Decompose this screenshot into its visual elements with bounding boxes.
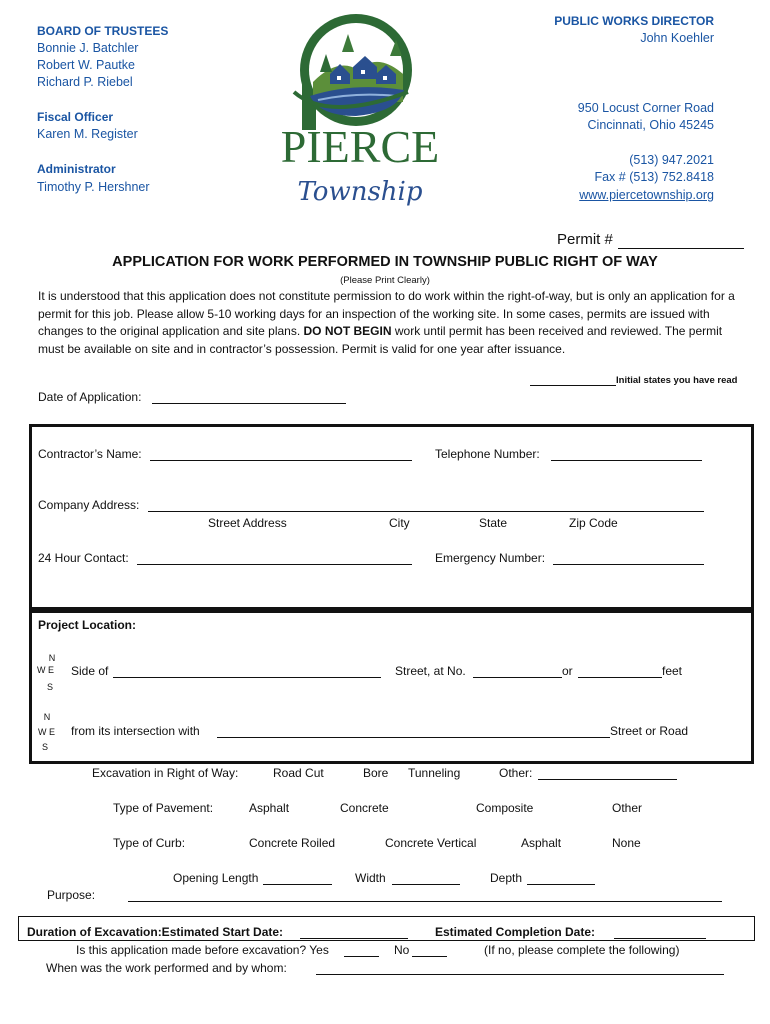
form-subtitle: (Please Print Clearly) [340,275,430,286]
width-field[interactable] [392,884,460,885]
telephone-field[interactable] [551,460,702,461]
initial-field[interactable] [530,385,616,386]
address-line-2: Cincinnati, Ohio 45245 [587,118,714,132]
side-of-label: Side of [71,664,109,678]
logo-word: PIERCE [280,121,440,172]
pavement-asphalt[interactable]: Asphalt [249,801,290,815]
curb-concrete-vertical[interactable]: Concrete Vertical [385,836,477,850]
completion-date-label: Estimated Completion Date: [435,925,596,939]
no-field[interactable] [412,956,447,957]
excavation-label: Excavation in Right of Way: [92,766,239,780]
other-field[interactable] [538,779,677,780]
purpose-label: Purpose: [47,888,96,902]
board-member: Bonnie J. Batchler [37,41,139,55]
street-road-label: Street or Road [610,724,689,738]
admin-title: Administrator [37,162,116,176]
feet-field[interactable] [578,677,662,678]
option-road-cut[interactable]: Road Cut [273,766,324,780]
street-address-caption: Street Address [208,516,287,530]
state-caption: State [479,516,508,530]
when-field[interactable] [316,974,724,975]
opening-length-field[interactable] [263,884,332,885]
permit-number-field[interactable] [618,248,744,249]
permit-label: Permit # [557,231,613,248]
date-field[interactable] [152,403,346,404]
no-label: No [394,943,410,957]
intro-paragraph: It is understood that this application does not constitute permission to do work within the right-of-way, but is only an application for a permit for this job. Please allow 5-10 working days for an inspection of the working site. In some cases, permits are issued with changes to the original application and site plans. DO NOT BEGIN work until permit has been received and reviewed. The permit must be available on site and in contractor’s possession. Permit is valid for one year after issuance. [38,289,735,356]
depth-label: Depth [490,871,523,885]
or-label: or [562,664,573,678]
compass-s: S [46,682,53,692]
pw-title: PUBLIC WORKS DIRECTOR [554,14,714,28]
board-member: Robert W. Pautke [37,58,135,72]
project-location-box [29,610,754,764]
date-label: Date of Application: [38,390,142,404]
curb-none[interactable]: None [612,836,641,850]
company-address-label: Company Address: [38,498,140,512]
when-label: When was the work performed and by whom: [46,961,287,975]
curb-label: Type of Curb: [113,836,186,850]
pavement-concrete[interactable]: Concrete [340,801,389,815]
compass-n: N [48,653,56,663]
compass-s: S [41,742,48,752]
contact-field[interactable] [137,564,412,565]
option-tunneling[interactable]: Tunneling [408,766,461,780]
admin-name: Timothy P. Hershner [37,180,150,194]
intersection-field[interactable] [217,737,610,738]
website-link[interactable]: www.piercetownship.org [579,188,714,202]
if-no-label: (If no, please complete the following) [484,943,680,957]
curb-concrete-roiled[interactable]: Concrete Roiled [249,836,336,850]
emergency-label: Emergency Number: [435,551,546,565]
side-of-field[interactable] [113,677,381,678]
compass-we: W E [37,665,55,675]
zip-caption: Zip Code [569,516,618,530]
street-number-field[interactable] [473,677,562,678]
city-caption: City [389,516,410,530]
pavement-composite[interactable]: Composite [476,801,534,815]
before-question: Is this application made before excavation? Yes [76,943,329,957]
compass-n: N [43,712,51,722]
address-line-1: 950 Locust Corner Road [577,101,714,115]
fax: Fax # (513) 752.8418 [594,170,714,184]
contact-label: 24 Hour Contact: [38,551,129,565]
board-member: Richard P. Riebel [37,75,133,89]
yes-field[interactable] [344,956,379,957]
purpose-field[interactable] [128,901,722,902]
completion-date-field[interactable] [614,938,706,939]
pavement-other[interactable]: Other [612,801,643,815]
street-at-label: Street, at No. [395,664,466,678]
pierce-township-logo [258,12,463,212]
initial-label: Initial states you have read [616,375,738,386]
depth-field[interactable] [527,884,595,885]
company-address-field[interactable] [148,511,704,512]
start-date-field[interactable] [300,938,408,939]
contractor-name-label: Contractor’s Name: [38,447,142,461]
telephone-label: Telephone Number: [435,447,540,461]
form-title: APPLICATION FOR WORK PERFORMED IN TOWNSHIP PUBLIC RIGHT OF WAY [112,254,658,270]
contractor-name-field[interactable] [150,460,412,461]
fiscal-title: Fiscal Officer [37,110,114,124]
other-label: Other: [499,766,533,780]
board-title: BOARD OF TRUSTEES [37,24,169,38]
phone: (513) 947.2021 [629,153,714,167]
option-bore[interactable]: Bore [363,766,389,780]
compass-we: W E [38,727,56,737]
fiscal-name: Karen M. Register [37,127,138,141]
logo-sub: Township [297,177,423,207]
pavement-label: Type of Pavement: [113,801,214,815]
project-location-title: Project Location: [38,618,137,632]
emergency-field[interactable] [553,564,704,565]
start-date-label: Duration of Excavation:Estimated Start Date: [27,925,284,939]
feet-label: feet [662,664,683,678]
curb-asphalt[interactable]: Asphalt [521,836,562,850]
opening-length-label: Opening Length [173,871,259,885]
intersection-label: from its intersection with [71,724,200,738]
pw-name: John Koehler [640,31,714,45]
width-label: Width [355,871,386,885]
